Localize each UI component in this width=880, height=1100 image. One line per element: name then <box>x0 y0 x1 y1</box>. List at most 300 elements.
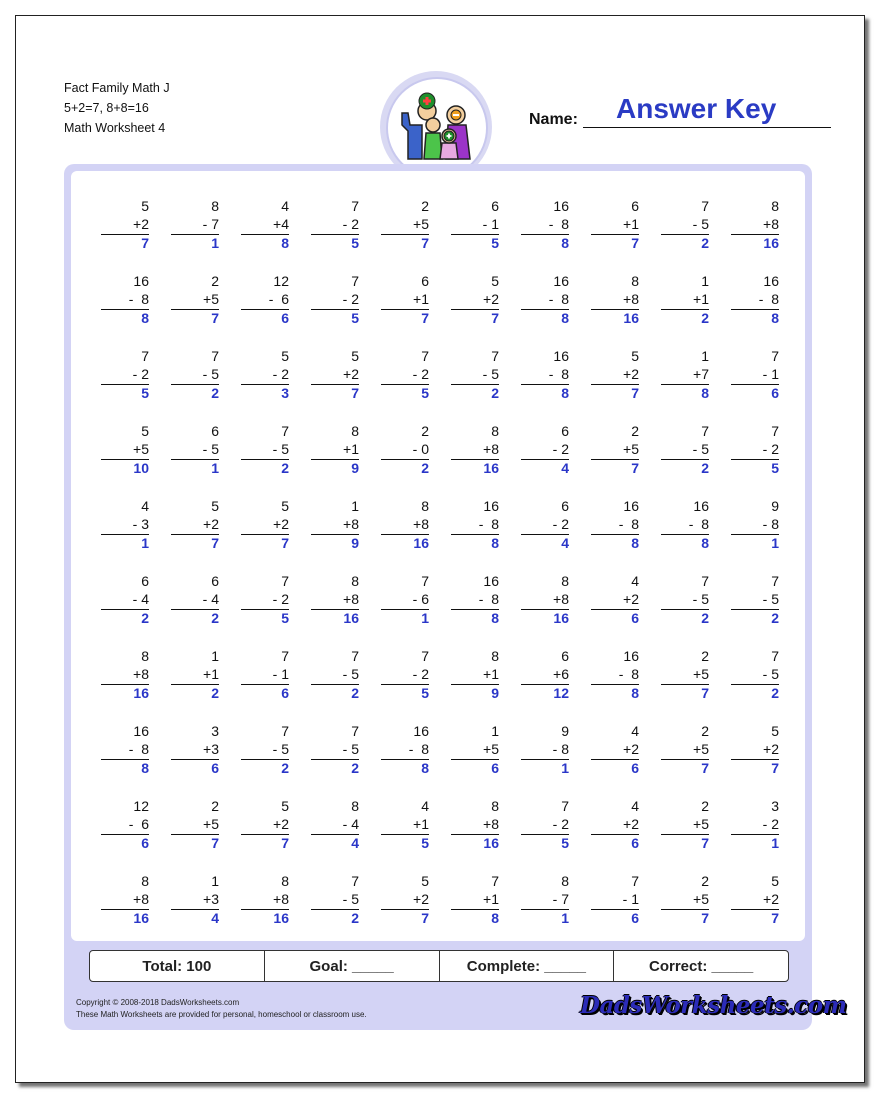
problem-answer: 2 <box>701 610 709 626</box>
problem-top-number: 7 <box>281 423 289 439</box>
problem-top-number: 8 <box>491 798 499 814</box>
problem <box>311 197 359 252</box>
problem-answer: 4 <box>561 460 569 476</box>
problem-top-number: 7 <box>141 348 149 364</box>
problem-operator-number: +8 <box>133 666 149 682</box>
problem-answer: 16 <box>623 310 639 326</box>
problem-operator-number: +5 <box>693 741 709 757</box>
problem <box>241 722 289 777</box>
problem-top-number: 16 <box>553 198 569 214</box>
problem-answer: 2 <box>141 610 149 626</box>
problem-top-number: 7 <box>771 423 779 439</box>
problem-answer: 7 <box>211 835 219 851</box>
problem <box>661 647 709 702</box>
problem-top-number: 1 <box>351 498 359 514</box>
problem <box>521 572 569 627</box>
problem <box>311 497 359 552</box>
problem-top-number: 7 <box>281 723 289 739</box>
problem-top-number: 7 <box>351 873 359 889</box>
problem <box>311 722 359 777</box>
problem-operator-number: - 8 <box>478 516 499 532</box>
problem-answer: 6 <box>631 835 639 851</box>
problem-answer: 7 <box>491 310 499 326</box>
problem-answer: 7 <box>701 685 709 701</box>
problem-answer: 10 <box>133 460 149 476</box>
problem-operator-number: - 2 <box>272 591 289 607</box>
problem-top-number: 6 <box>211 423 219 439</box>
problem <box>381 722 429 777</box>
problem <box>101 422 149 477</box>
problem-top-number: 5 <box>631 348 639 364</box>
problem <box>241 872 289 927</box>
copyright-line: Copyright © 2008-2018 DadsWorksheets.com <box>76 998 240 1007</box>
problem-answer: 2 <box>421 460 429 476</box>
problem-top-number: 5 <box>421 873 429 889</box>
problem-operator-number: - 5 <box>342 891 359 907</box>
problems-frame <box>64 164 812 1030</box>
problem-answer: 2 <box>701 310 709 326</box>
problem-operator-number: - 3 <box>132 516 149 532</box>
problem-answer: 5 <box>561 835 569 851</box>
problem-top-number: 16 <box>133 273 149 289</box>
problem-answer: 2 <box>701 460 709 476</box>
problem-answer: 6 <box>631 760 639 776</box>
problem-operator-number: - 4 <box>132 591 149 607</box>
problem-answer: 5 <box>771 460 779 476</box>
problem <box>101 572 149 627</box>
problem-answer: 7 <box>701 760 709 776</box>
problem-top-number: 7 <box>351 648 359 664</box>
problem-operator-number: - 5 <box>272 741 289 757</box>
problem-operator-number: - 8 <box>478 591 499 607</box>
problem-answer: 1 <box>211 235 219 251</box>
problem <box>311 647 359 702</box>
problem <box>451 197 499 252</box>
problem-top-number: 7 <box>771 348 779 364</box>
problem-answer: 5 <box>491 235 499 251</box>
problem <box>521 197 569 252</box>
problem-operator-number: - 8 <box>688 516 709 532</box>
complete-cell[interactable]: Complete: _____ <box>439 951 614 981</box>
problem-operator-number: - 1 <box>762 366 779 382</box>
problem-answer: 9 <box>351 535 359 551</box>
problem-top-number: 7 <box>351 198 359 214</box>
problem-answer: 16 <box>133 685 149 701</box>
name-field[interactable] <box>583 127 831 128</box>
problem-top-number: 5 <box>141 198 149 214</box>
problem <box>661 197 709 252</box>
problem-top-number: 7 <box>351 273 359 289</box>
problem-answer: 2 <box>281 760 289 776</box>
problem-operator-number: - 5 <box>692 591 709 607</box>
problem-operator-number: +8 <box>623 291 639 307</box>
problem-operator-number: +2 <box>203 516 219 532</box>
problem-answer: 5 <box>141 385 149 401</box>
problem <box>661 347 709 402</box>
problem-operator-number: - 7 <box>552 891 569 907</box>
problem-operator-number: +3 <box>203 891 219 907</box>
problem-operator-number: - 2 <box>552 816 569 832</box>
problem-answer: 4 <box>211 910 219 926</box>
problem <box>451 572 499 627</box>
problem <box>311 572 359 627</box>
problem-operator-number: +2 <box>763 891 779 907</box>
problem-answer: 2 <box>771 610 779 626</box>
problem-answer: 7 <box>211 535 219 551</box>
problem-operator-number: +8 <box>483 441 499 457</box>
problem-operator-number: - 5 <box>342 741 359 757</box>
problem <box>731 572 779 627</box>
problem-operator-number: - 8 <box>548 291 569 307</box>
problem <box>381 872 429 927</box>
problem-operator-number: +1 <box>483 891 499 907</box>
problem-answer: 7 <box>281 835 289 851</box>
problem-operator-number: - 2 <box>342 291 359 307</box>
problem-top-number: 1 <box>211 873 219 889</box>
problem-operator-number: +5 <box>133 441 149 457</box>
problem-answer: 2 <box>281 460 289 476</box>
problem-operator-number: - 2 <box>762 816 779 832</box>
problem-top-number: 6 <box>631 198 639 214</box>
problem-operator-number: +5 <box>693 666 709 682</box>
problem <box>661 572 709 627</box>
problem <box>521 722 569 777</box>
problem <box>591 647 639 702</box>
problem-operator-number: +5 <box>203 816 219 832</box>
problem-top-number: 7 <box>281 573 289 589</box>
problem-operator-number: - 1 <box>482 216 499 232</box>
problem-operator-number: - 2 <box>552 516 569 532</box>
problem <box>101 647 149 702</box>
problem-top-number: 1 <box>701 273 709 289</box>
problem-operator-number: - 8 <box>128 741 149 757</box>
problem-operator-number: +8 <box>273 891 289 907</box>
problem <box>171 347 219 402</box>
worksheet-page <box>15 15 865 1083</box>
problem <box>381 272 429 327</box>
problem <box>731 347 779 402</box>
problem <box>451 422 499 477</box>
problem-top-number: 7 <box>421 573 429 589</box>
problem-top-number: 16 <box>553 273 569 289</box>
problem-top-number: 8 <box>351 423 359 439</box>
problem-top-number: 7 <box>701 198 709 214</box>
problem <box>101 722 149 777</box>
problem-top-number: 8 <box>631 273 639 289</box>
problem-answer: 5 <box>421 835 429 851</box>
problem-top-number: 7 <box>701 573 709 589</box>
problem-operator-number: - 8 <box>408 741 429 757</box>
problem-operator-number: - 5 <box>202 441 219 457</box>
problem <box>241 797 289 852</box>
problem-answer: 7 <box>631 460 639 476</box>
answer-key-label: Answer Key <box>616 93 777 124</box>
problem-top-number: 7 <box>211 348 219 364</box>
problem-answer: 16 <box>133 910 149 926</box>
copyright-notice <box>76 997 367 1021</box>
problem <box>381 647 429 702</box>
problem-operator-number: +5 <box>203 291 219 307</box>
problem-top-number: 3 <box>771 798 779 814</box>
problem-operator-number: - 5 <box>342 666 359 682</box>
problem-answer: 5 <box>351 235 359 251</box>
problem-answer: 1 <box>771 535 779 551</box>
problem-operator-number: +1 <box>413 816 429 832</box>
problem-top-number: 7 <box>771 573 779 589</box>
problem <box>241 647 289 702</box>
problem-answer: 7 <box>771 910 779 926</box>
worksheet-header <box>64 78 170 138</box>
problem-top-number: 12 <box>273 273 289 289</box>
problem-operator-number: +1 <box>623 216 639 232</box>
worksheet-title: Fact Family Math J <box>64 81 170 95</box>
problem <box>451 647 499 702</box>
problem-top-number: 16 <box>763 273 779 289</box>
problem-answer: 1 <box>141 535 149 551</box>
problem-operator-number: +1 <box>693 291 709 307</box>
problem-answer: 16 <box>413 535 429 551</box>
problem-top-number: 6 <box>421 273 429 289</box>
problem <box>241 197 289 252</box>
problem-operator-number: +1 <box>413 291 429 307</box>
problem-operator-number: - 7 <box>202 216 219 232</box>
problem <box>101 272 149 327</box>
problem <box>101 347 149 402</box>
problem-operator-number: +2 <box>273 816 289 832</box>
problem <box>171 497 219 552</box>
problem-top-number: 5 <box>771 873 779 889</box>
problem-top-number: 7 <box>491 873 499 889</box>
problem <box>661 422 709 477</box>
problem-answer: 8 <box>561 385 569 401</box>
problem <box>171 197 219 252</box>
problem <box>731 722 779 777</box>
problem-answer: 5 <box>351 310 359 326</box>
problem <box>661 272 709 327</box>
problem-answer: 1 <box>561 910 569 926</box>
problem-operator-number: - 2 <box>762 441 779 457</box>
problem-operator-number: - 2 <box>272 366 289 382</box>
problem-answer: 8 <box>561 310 569 326</box>
problem-operator-number: +2 <box>623 366 639 382</box>
problem-top-number: 4 <box>421 798 429 814</box>
problem-top-number: 2 <box>701 648 709 664</box>
problem-answer: 1 <box>421 610 429 626</box>
problem <box>451 797 499 852</box>
problem-answer: 8 <box>561 235 569 251</box>
problem-operator-number: - 4 <box>342 816 359 832</box>
problem-top-number: 4 <box>631 723 639 739</box>
problem-operator-number: +2 <box>623 816 639 832</box>
problem-top-number: 7 <box>771 648 779 664</box>
problem-answer: 2 <box>491 385 499 401</box>
problem-answer: 1 <box>561 760 569 776</box>
problem <box>171 272 219 327</box>
problem-operator-number: +7 <box>693 366 709 382</box>
problem-operator-number: - 2 <box>552 441 569 457</box>
problem-operator-number: - 2 <box>132 366 149 382</box>
problem-top-number: 16 <box>623 498 639 514</box>
problem-top-number: 9 <box>561 723 569 739</box>
problem <box>591 872 639 927</box>
problem-operator-number: - 2 <box>412 666 429 682</box>
problem-top-number: 8 <box>141 873 149 889</box>
problem-top-number: 2 <box>701 798 709 814</box>
problem-answer: 4 <box>351 835 359 851</box>
problem <box>591 797 639 852</box>
problem-top-number: 7 <box>281 648 289 664</box>
correct-cell[interactable]: Correct: _____ <box>613 951 788 981</box>
problem-answer: 12 <box>553 685 569 701</box>
problem <box>591 272 639 327</box>
problem <box>591 197 639 252</box>
problem-top-number: 5 <box>141 423 149 439</box>
problem-answer: 9 <box>491 685 499 701</box>
problem-top-number: 7 <box>491 348 499 364</box>
problem-operator-number: +2 <box>343 366 359 382</box>
problem-top-number: 16 <box>413 723 429 739</box>
problem-operator-number: +8 <box>343 591 359 607</box>
problem-operator-number: +1 <box>343 441 359 457</box>
problem-answer: 2 <box>351 760 359 776</box>
problem-top-number: 8 <box>771 198 779 214</box>
problem-operator-number: +8 <box>553 591 569 607</box>
problem-answer: 6 <box>281 685 289 701</box>
problem-answer: 2 <box>351 685 359 701</box>
problem-top-number: 2 <box>631 423 639 439</box>
problem-operator-number: +8 <box>483 816 499 832</box>
problem <box>241 272 289 327</box>
problem-answer: 3 <box>281 385 289 401</box>
problem-answer: 5 <box>421 385 429 401</box>
problem <box>661 872 709 927</box>
problem-answer: 8 <box>491 910 499 926</box>
problem-top-number: 8 <box>421 498 429 514</box>
problem-answer: 2 <box>211 685 219 701</box>
problem-answer: 8 <box>701 385 709 401</box>
problem-top-number: 4 <box>631 798 639 814</box>
problem <box>731 197 779 252</box>
worksheet-number: Math Worksheet 4 <box>64 121 166 135</box>
problem <box>171 722 219 777</box>
problem-top-number: 16 <box>693 498 709 514</box>
problem-answer: 8 <box>771 310 779 326</box>
problem-top-number: 6 <box>211 573 219 589</box>
problem <box>381 347 429 402</box>
problem-top-number: 8 <box>491 648 499 664</box>
problem-operator-number: - 5 <box>762 666 779 682</box>
problem <box>241 572 289 627</box>
problem-top-number: 8 <box>351 573 359 589</box>
problem-answer: 7 <box>211 310 219 326</box>
problem-top-number: 6 <box>561 648 569 664</box>
problem-answer: 7 <box>701 910 709 926</box>
problem-top-number: 5 <box>281 498 289 514</box>
goal-cell[interactable]: Goal: _____ <box>264 951 439 981</box>
problem-operator-number: +2 <box>623 591 639 607</box>
problem-top-number: 5 <box>211 498 219 514</box>
problem-top-number: 16 <box>553 348 569 364</box>
problem-operator-number: - 6 <box>128 816 149 832</box>
problem-answer: 16 <box>553 610 569 626</box>
problem-top-number: 16 <box>623 648 639 664</box>
problem-top-number: 2 <box>701 873 709 889</box>
problem <box>241 347 289 402</box>
problem-operator-number: +2 <box>273 516 289 532</box>
problem <box>381 797 429 852</box>
problem-operator-number: +5 <box>413 216 429 232</box>
problem-operator-number: - 0 <box>412 441 429 457</box>
problem-top-number: 6 <box>141 573 149 589</box>
problem-top-number: 6 <box>561 423 569 439</box>
problem <box>521 272 569 327</box>
problem <box>521 422 569 477</box>
problem-answer: 2 <box>701 235 709 251</box>
problem-answer: 1 <box>211 460 219 476</box>
worksheet-subtitle: 5+2=7, 8+8=16 <box>64 101 149 115</box>
problem <box>521 347 569 402</box>
problem-answer: 7 <box>351 385 359 401</box>
problem-top-number: 5 <box>281 348 289 364</box>
problem-top-number: 2 <box>421 423 429 439</box>
problem-answer: 8 <box>491 610 499 626</box>
problem-answer: 7 <box>281 535 289 551</box>
problem <box>661 797 709 852</box>
problem-answer: 7 <box>141 235 149 251</box>
problem-operator-number: +5 <box>693 816 709 832</box>
problem-answer: 16 <box>273 910 289 926</box>
problem-answer: 7 <box>631 235 639 251</box>
problem-answer: 2 <box>211 610 219 626</box>
name-label: Name: <box>529 111 578 128</box>
problem-answer: 7 <box>631 385 639 401</box>
problem-top-number: 16 <box>133 723 149 739</box>
problem-operator-number: - 8 <box>548 366 569 382</box>
problem-top-number: 3 <box>211 723 219 739</box>
problem-answer: 2 <box>351 910 359 926</box>
problem <box>311 422 359 477</box>
problem <box>381 422 429 477</box>
problem-answer: 1 <box>771 835 779 851</box>
problem-answer: 8 <box>421 760 429 776</box>
problem-top-number: 8 <box>141 648 149 664</box>
problem-operator-number: - 8 <box>758 291 779 307</box>
problem-answer: 8 <box>701 535 709 551</box>
problem <box>731 797 779 852</box>
problem <box>101 797 149 852</box>
problem-answer: 6 <box>491 760 499 776</box>
problem-top-number: 1 <box>701 348 709 364</box>
problem <box>451 497 499 552</box>
score-bar <box>89 950 789 982</box>
problem-operator-number: +1 <box>483 666 499 682</box>
problem-answer: 7 <box>421 235 429 251</box>
problem-operator-number: +1 <box>203 666 219 682</box>
problem <box>101 197 149 252</box>
problem <box>731 422 779 477</box>
problem-top-number: 8 <box>281 873 289 889</box>
problem-operator-number: - 1 <box>272 666 289 682</box>
problem <box>311 272 359 327</box>
problem-operator-number: +2 <box>413 891 429 907</box>
problem-operator-number: +6 <box>553 666 569 682</box>
problem-operator-number: +8 <box>763 216 779 232</box>
problem-operator-number: +2 <box>763 741 779 757</box>
problem-operator-number: - 8 <box>548 216 569 232</box>
problem-operator-number: +2 <box>133 216 149 232</box>
problem-answer: 7 <box>771 760 779 776</box>
problem-operator-number: +2 <box>623 741 639 757</box>
